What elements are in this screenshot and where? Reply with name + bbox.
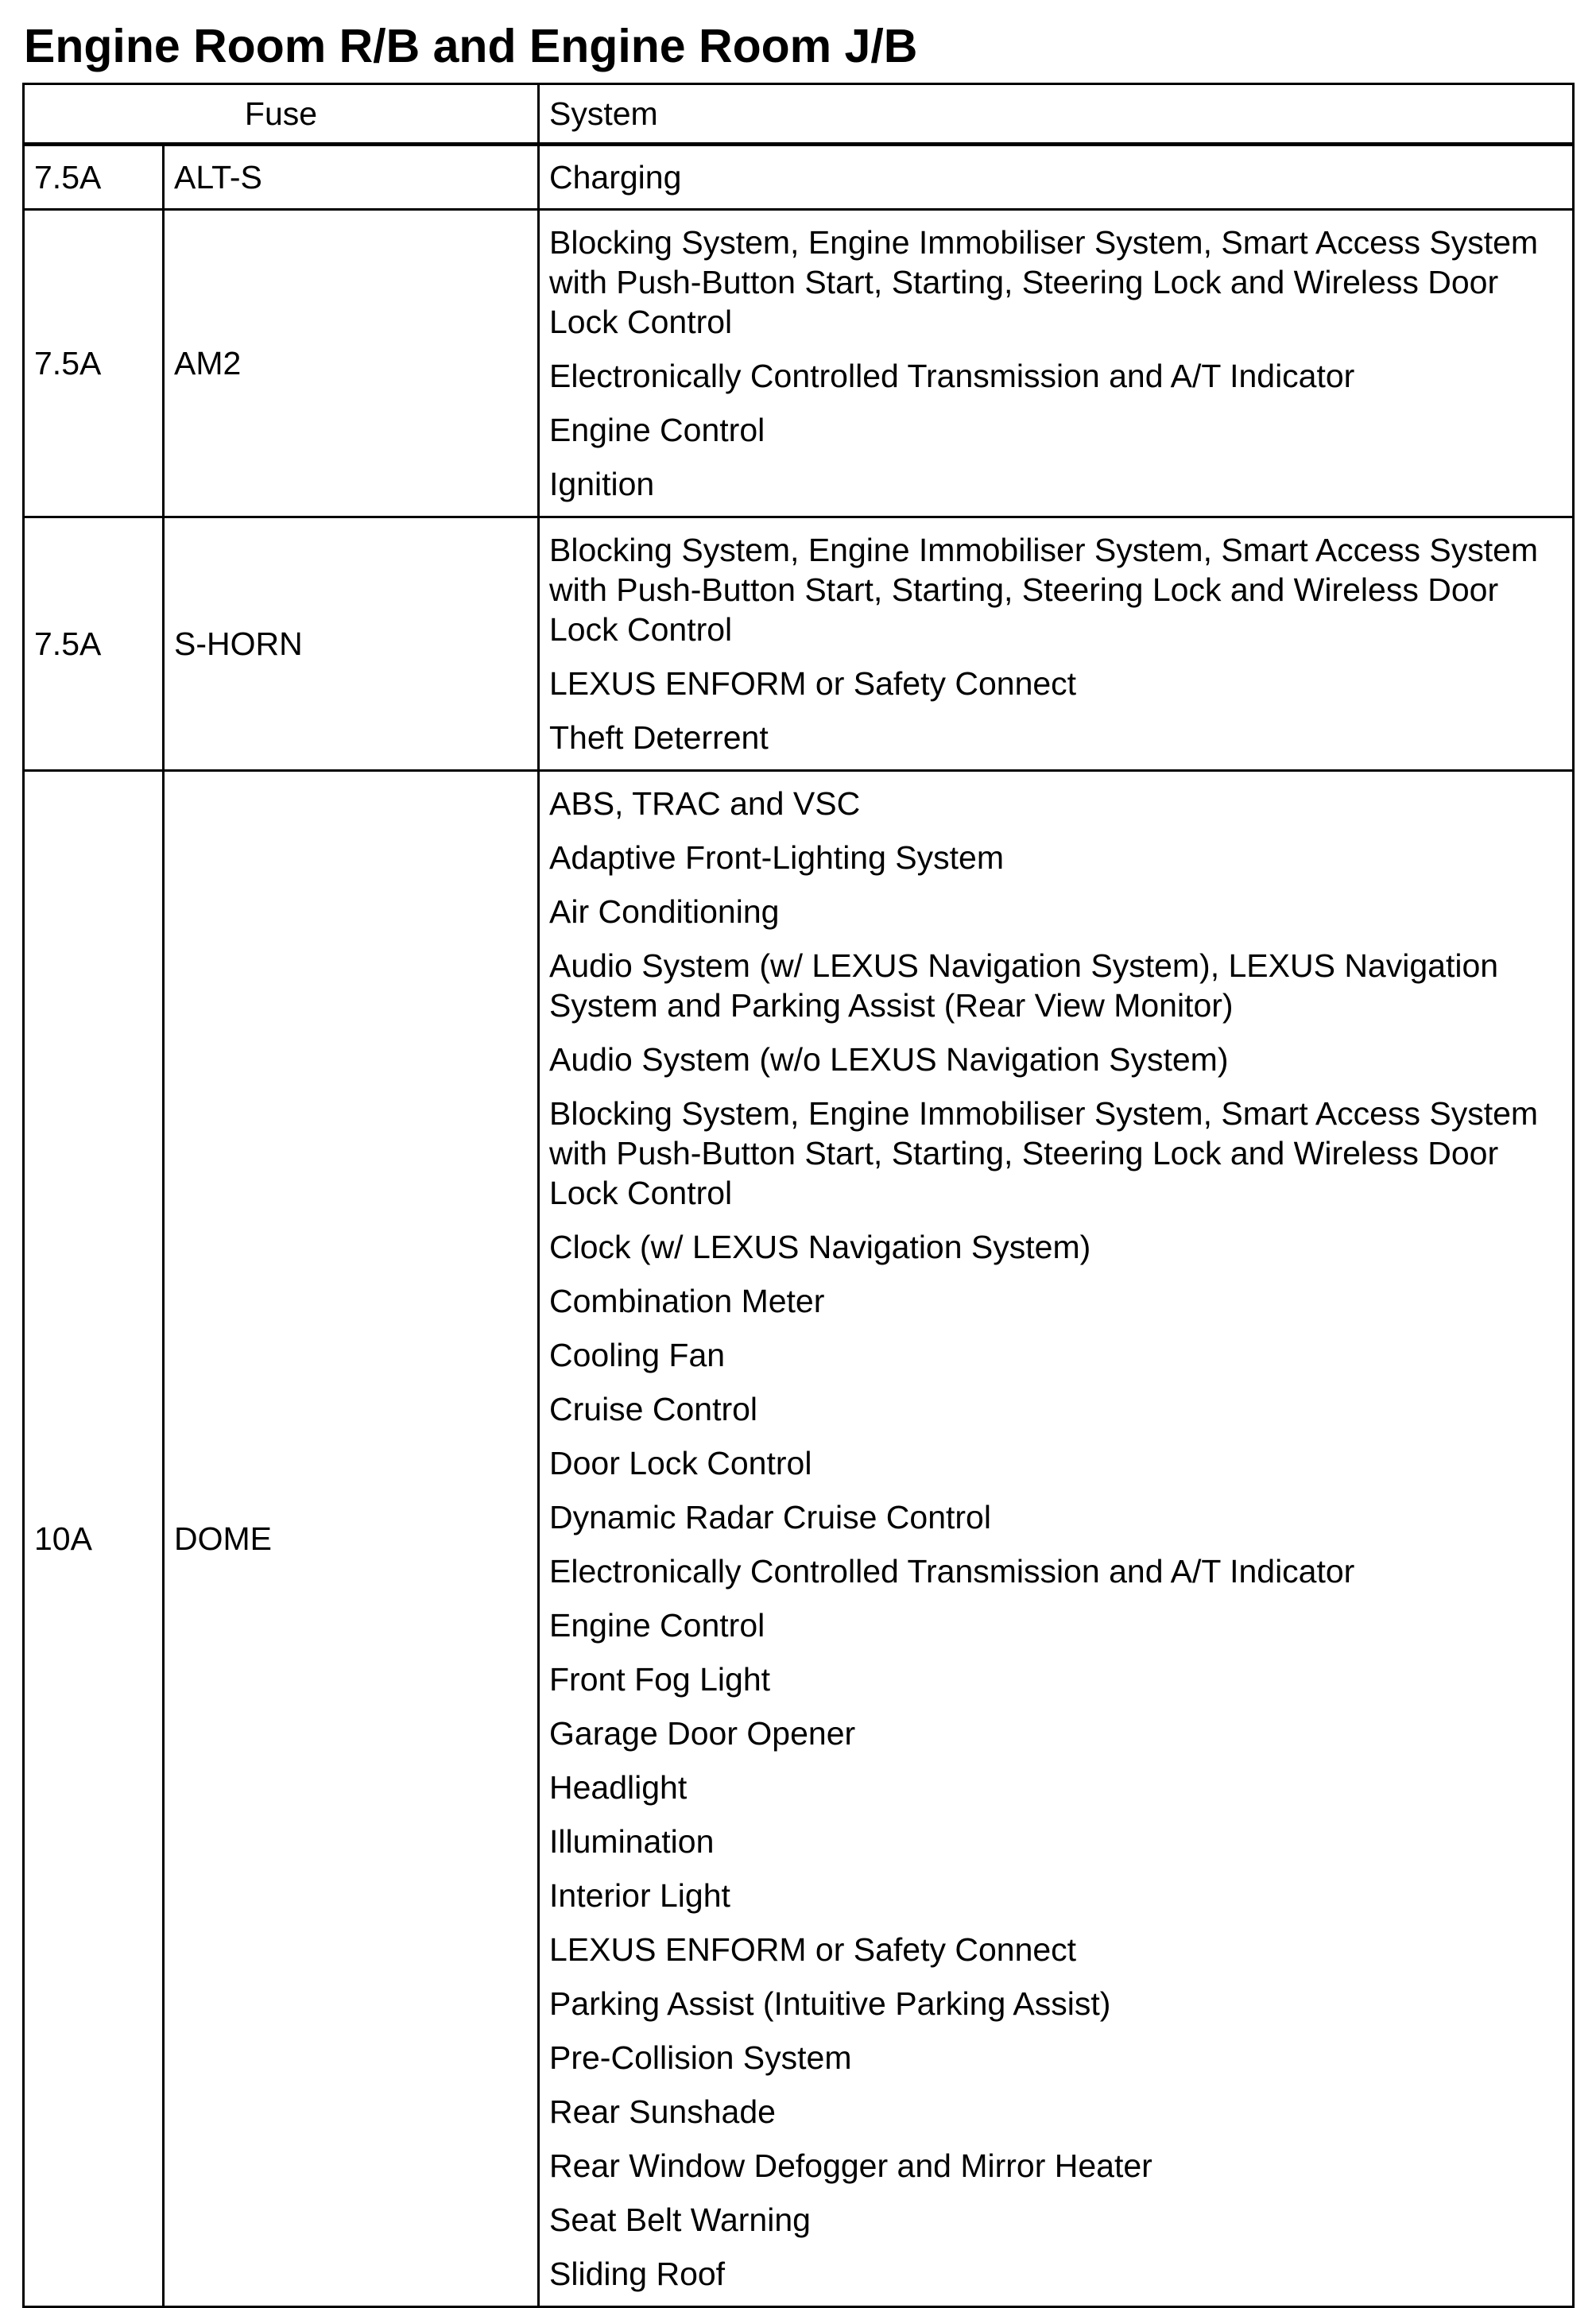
fuse-systems: Charging	[539, 145, 1574, 210]
table-row	[24, 517, 1574, 771]
fuse-column-header: Fuse	[24, 84, 539, 145]
system-list	[549, 776, 1563, 2301]
system-item: Pre-Collision System	[549, 2039, 852, 2076]
table-header-row	[24, 84, 1574, 145]
table-row	[24, 210, 1574, 517]
system-item: Electronically Controlled Transmission and A/T Indicator	[549, 1553, 1355, 1590]
fuse-table	[22, 83, 1575, 2308]
system-item: Theft Deterrent	[549, 719, 769, 756]
system-item: Air Conditioning	[549, 893, 780, 930]
system-item: Adaptive Front-Lighting System	[549, 839, 1004, 876]
system-item: Combination Meter	[549, 1283, 825, 1319]
system-item: Cooling Fan	[549, 1337, 726, 1373]
system-item: Garage Door Opener	[549, 1715, 856, 1752]
system-item: ABS, TRAC and VSC	[549, 785, 861, 822]
fuse-systems	[539, 517, 1574, 771]
system-item: Dynamic Radar Cruise Control	[549, 1499, 991, 1535]
system-item: Rear Sunshade	[549, 2093, 776, 2130]
system-item: Interior Light	[549, 1877, 730, 1914]
system-item: Clock (w/ LEXUS Navigation System)	[549, 1229, 1091, 1265]
system-item: LEXUS ENFORM or Safety Connect	[549, 665, 1077, 702]
system-list	[549, 215, 1563, 511]
fuse-amperage: 7.5A	[24, 210, 164, 517]
system-item: Parking Assist (Intuitive Parking Assist)	[549, 1985, 1111, 2022]
table-row	[24, 145, 1574, 210]
fuse-name: ALT-S	[164, 145, 539, 210]
fuse-systems	[539, 210, 1574, 517]
table-row	[24, 771, 1574, 2307]
system-item: Audio System (w/o LEXUS Navigation System)	[549, 1041, 1229, 1078]
system-column-header: System	[539, 84, 1574, 145]
system-item: Electronically Controlled Transmission and A/T Indicator	[549, 358, 1355, 394]
system-item: Rear Window Defogger and Mirror Heater	[549, 2147, 1152, 2184]
system-item: Seat Belt Warning	[549, 2202, 811, 2238]
system-item: Ignition	[549, 466, 655, 502]
system-item: Cruise Control	[549, 1391, 758, 1427]
fuse-amperage: 7.5A	[24, 517, 164, 771]
fuse-name: S-HORN	[164, 517, 539, 771]
system-item: Engine Control	[549, 412, 765, 448]
system-item: Door Lock Control	[549, 1445, 812, 1481]
system-item: Illumination	[549, 1823, 715, 1860]
fuse-amperage: 7.5A	[24, 145, 164, 210]
fuse-name: DOME	[164, 771, 539, 2307]
fuse-table-body	[24, 145, 1574, 2307]
page-title: Engine Room R/B and Engine Room J/B	[24, 20, 918, 72]
fuse-systems	[539, 771, 1574, 2307]
fuse-amperage: 10A	[24, 771, 164, 2307]
system-item: LEXUS ENFORM or Safety Connect	[549, 1931, 1077, 1968]
system-item: Blocking System, Engine Immobiliser System, Smart Access System with Push-Button Start, Starting, Steering Lock and Wireless Door Lock Control	[549, 1095, 1539, 1211]
system-list	[549, 523, 1563, 765]
fuse-name: AM2	[164, 210, 539, 517]
system-item: Front Fog Light	[549, 1661, 771, 1698]
system-item: Blocking System, Engine Immobiliser System, Smart Access System with Push-Button Start, Starting, Steering Lock and Wireless Door Lock Control	[549, 224, 1539, 340]
system-item: Engine Control	[549, 1607, 765, 1644]
system-item: Audio System (w/ LEXUS Navigation System), LEXUS Navigation System and Parking Assist (Rear View Monitor)	[549, 947, 1499, 1024]
system-item: Blocking System, Engine Immobiliser System, Smart Access System with Push-Button Start, Starting, Steering Lock and Wireless Door Lock Control	[549, 532, 1539, 648]
system-item: Sliding Roof	[549, 2256, 726, 2292]
system-item: Headlight	[549, 1769, 688, 1806]
